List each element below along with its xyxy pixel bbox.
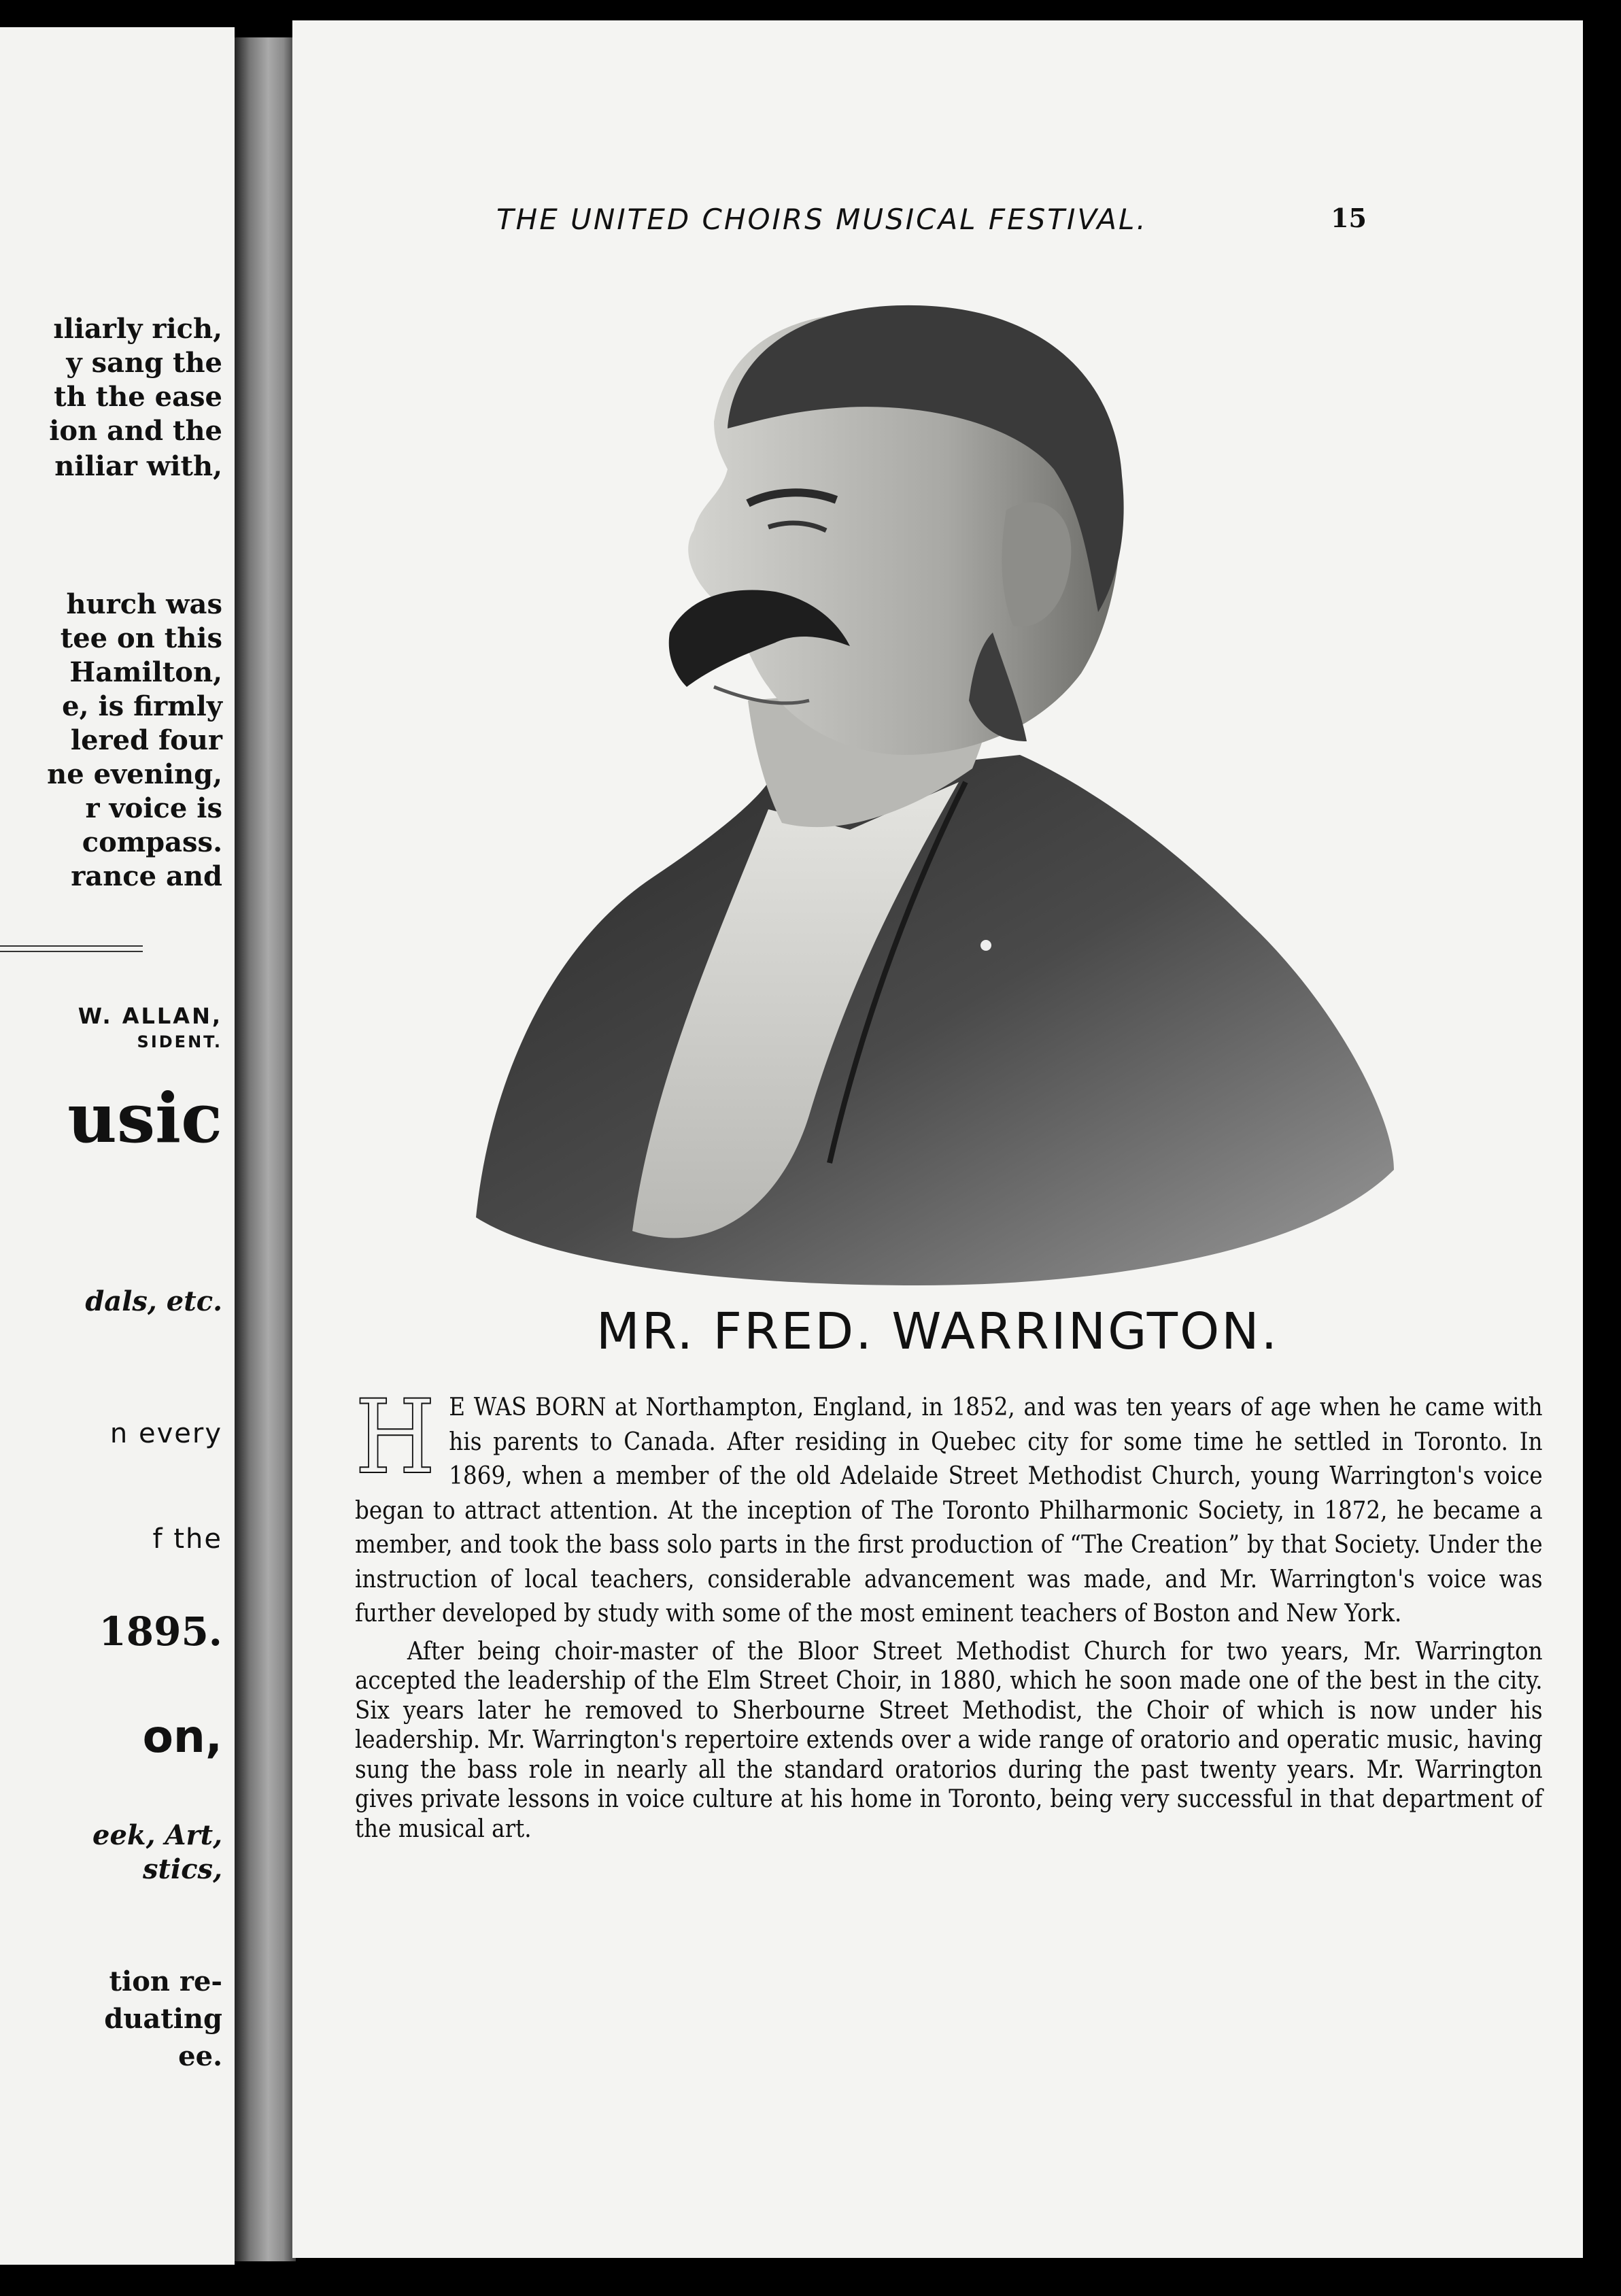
left-page-text-line: hurch was xyxy=(66,588,222,620)
left-page-text-line: lered four xyxy=(70,724,222,756)
left-page xyxy=(0,27,235,2265)
divider-rule xyxy=(0,951,143,952)
left-page-text-line: y sang the xyxy=(66,347,222,379)
drop-cap: H xyxy=(355,1379,436,1497)
left-page-text-line: compass. xyxy=(82,826,222,858)
right-page xyxy=(292,20,1583,2258)
left-page-text-line: eek, Art, xyxy=(92,1819,222,1851)
left-page-text-line: f the xyxy=(152,1523,222,1555)
left-page-text-line: rance and xyxy=(71,860,222,892)
left-page-text-line: usic xyxy=(67,1078,222,1158)
portrait-engraving xyxy=(428,265,1421,1306)
page-number: 15 xyxy=(1331,203,1367,233)
left-page-text-line: n every xyxy=(109,1418,222,1449)
left-page-text-line: ıliarly rich, xyxy=(53,313,222,345)
left-page-text-line: tion re- xyxy=(109,1965,222,1997)
left-page-text-line: 1895. xyxy=(99,1608,222,1655)
left-page-text-line: W. ALLAN, xyxy=(78,1003,222,1029)
left-page-text-line: e, is firmly xyxy=(62,690,222,722)
left-page-text-line: stics, xyxy=(143,1853,222,1885)
paragraph-1-text: E WAS BORN at Northampton, England, in 1852, and was ten years of age when he came with his parents to Canada. After residing in Quebec city for some time he settled in Toronto. In 1869, when a member of the old Adelaide Street Methodist Church, young Warrington's voice began to attract attention. At the inception of The Toronto Philharmonic Society, in 1872, he became a member, and took the bass solo parts in the first production of “The Creation” by that Society. Under the instruction of local teachers, considerable advancement was made, and Mr. Warrington's voice was further developed by study with some of the most eminent teachers of Boston and New York. xyxy=(355,1394,1543,1627)
left-page-text-line: Hamilton, xyxy=(69,656,222,688)
left-page-text-line: duating xyxy=(104,2003,222,2035)
left-page-text-line: th the ease xyxy=(54,381,222,413)
divider-rule xyxy=(0,945,143,947)
left-page-text-line: on, xyxy=(142,1710,222,1763)
article-title: MR. FRED. WARRINGTON. xyxy=(596,1302,1280,1361)
left-page-text-line: r voice is xyxy=(85,792,222,824)
left-page-text-line: dals, etc. xyxy=(85,1285,222,1317)
running-head xyxy=(496,203,1367,243)
left-page-text-line: SIDENT. xyxy=(137,1032,222,1051)
left-page-text-line: ion and the xyxy=(49,415,222,447)
left-page-text-line: ee. xyxy=(178,2040,222,2072)
article-body xyxy=(355,1379,1543,1844)
article-paragraph-1 xyxy=(355,1379,1543,1632)
running-head-title: THE UNITED CHOIRS MUSICAL FESTIVAL. xyxy=(496,203,1148,236)
left-page-text-line: tee on this xyxy=(60,622,222,654)
book-gutter xyxy=(235,37,296,2261)
left-page-text-line: niliar with, xyxy=(54,450,222,482)
left-page-text-line: ne evening, xyxy=(47,758,222,790)
article-paragraph-2: After being choir-master of the Bloor Street Methodist Church for two years, Mr. Warrington accepted the leadership of the Elm Street Choir, in 1880, which he soon made one of the best in the city. Six years later he removed to Sherbourne Street Methodist, the Choir of which is now under his leadership. Mr. Warrington's repertoire extends over a wide range of oratorio and operatic music, having sung the bass role in nearly all the standard oratorios during the past twenty years. Mr. Warrington gives private lessons in voice culture at his home in Toronto, being very successful in that department of the musical art. xyxy=(355,1637,1543,1843)
